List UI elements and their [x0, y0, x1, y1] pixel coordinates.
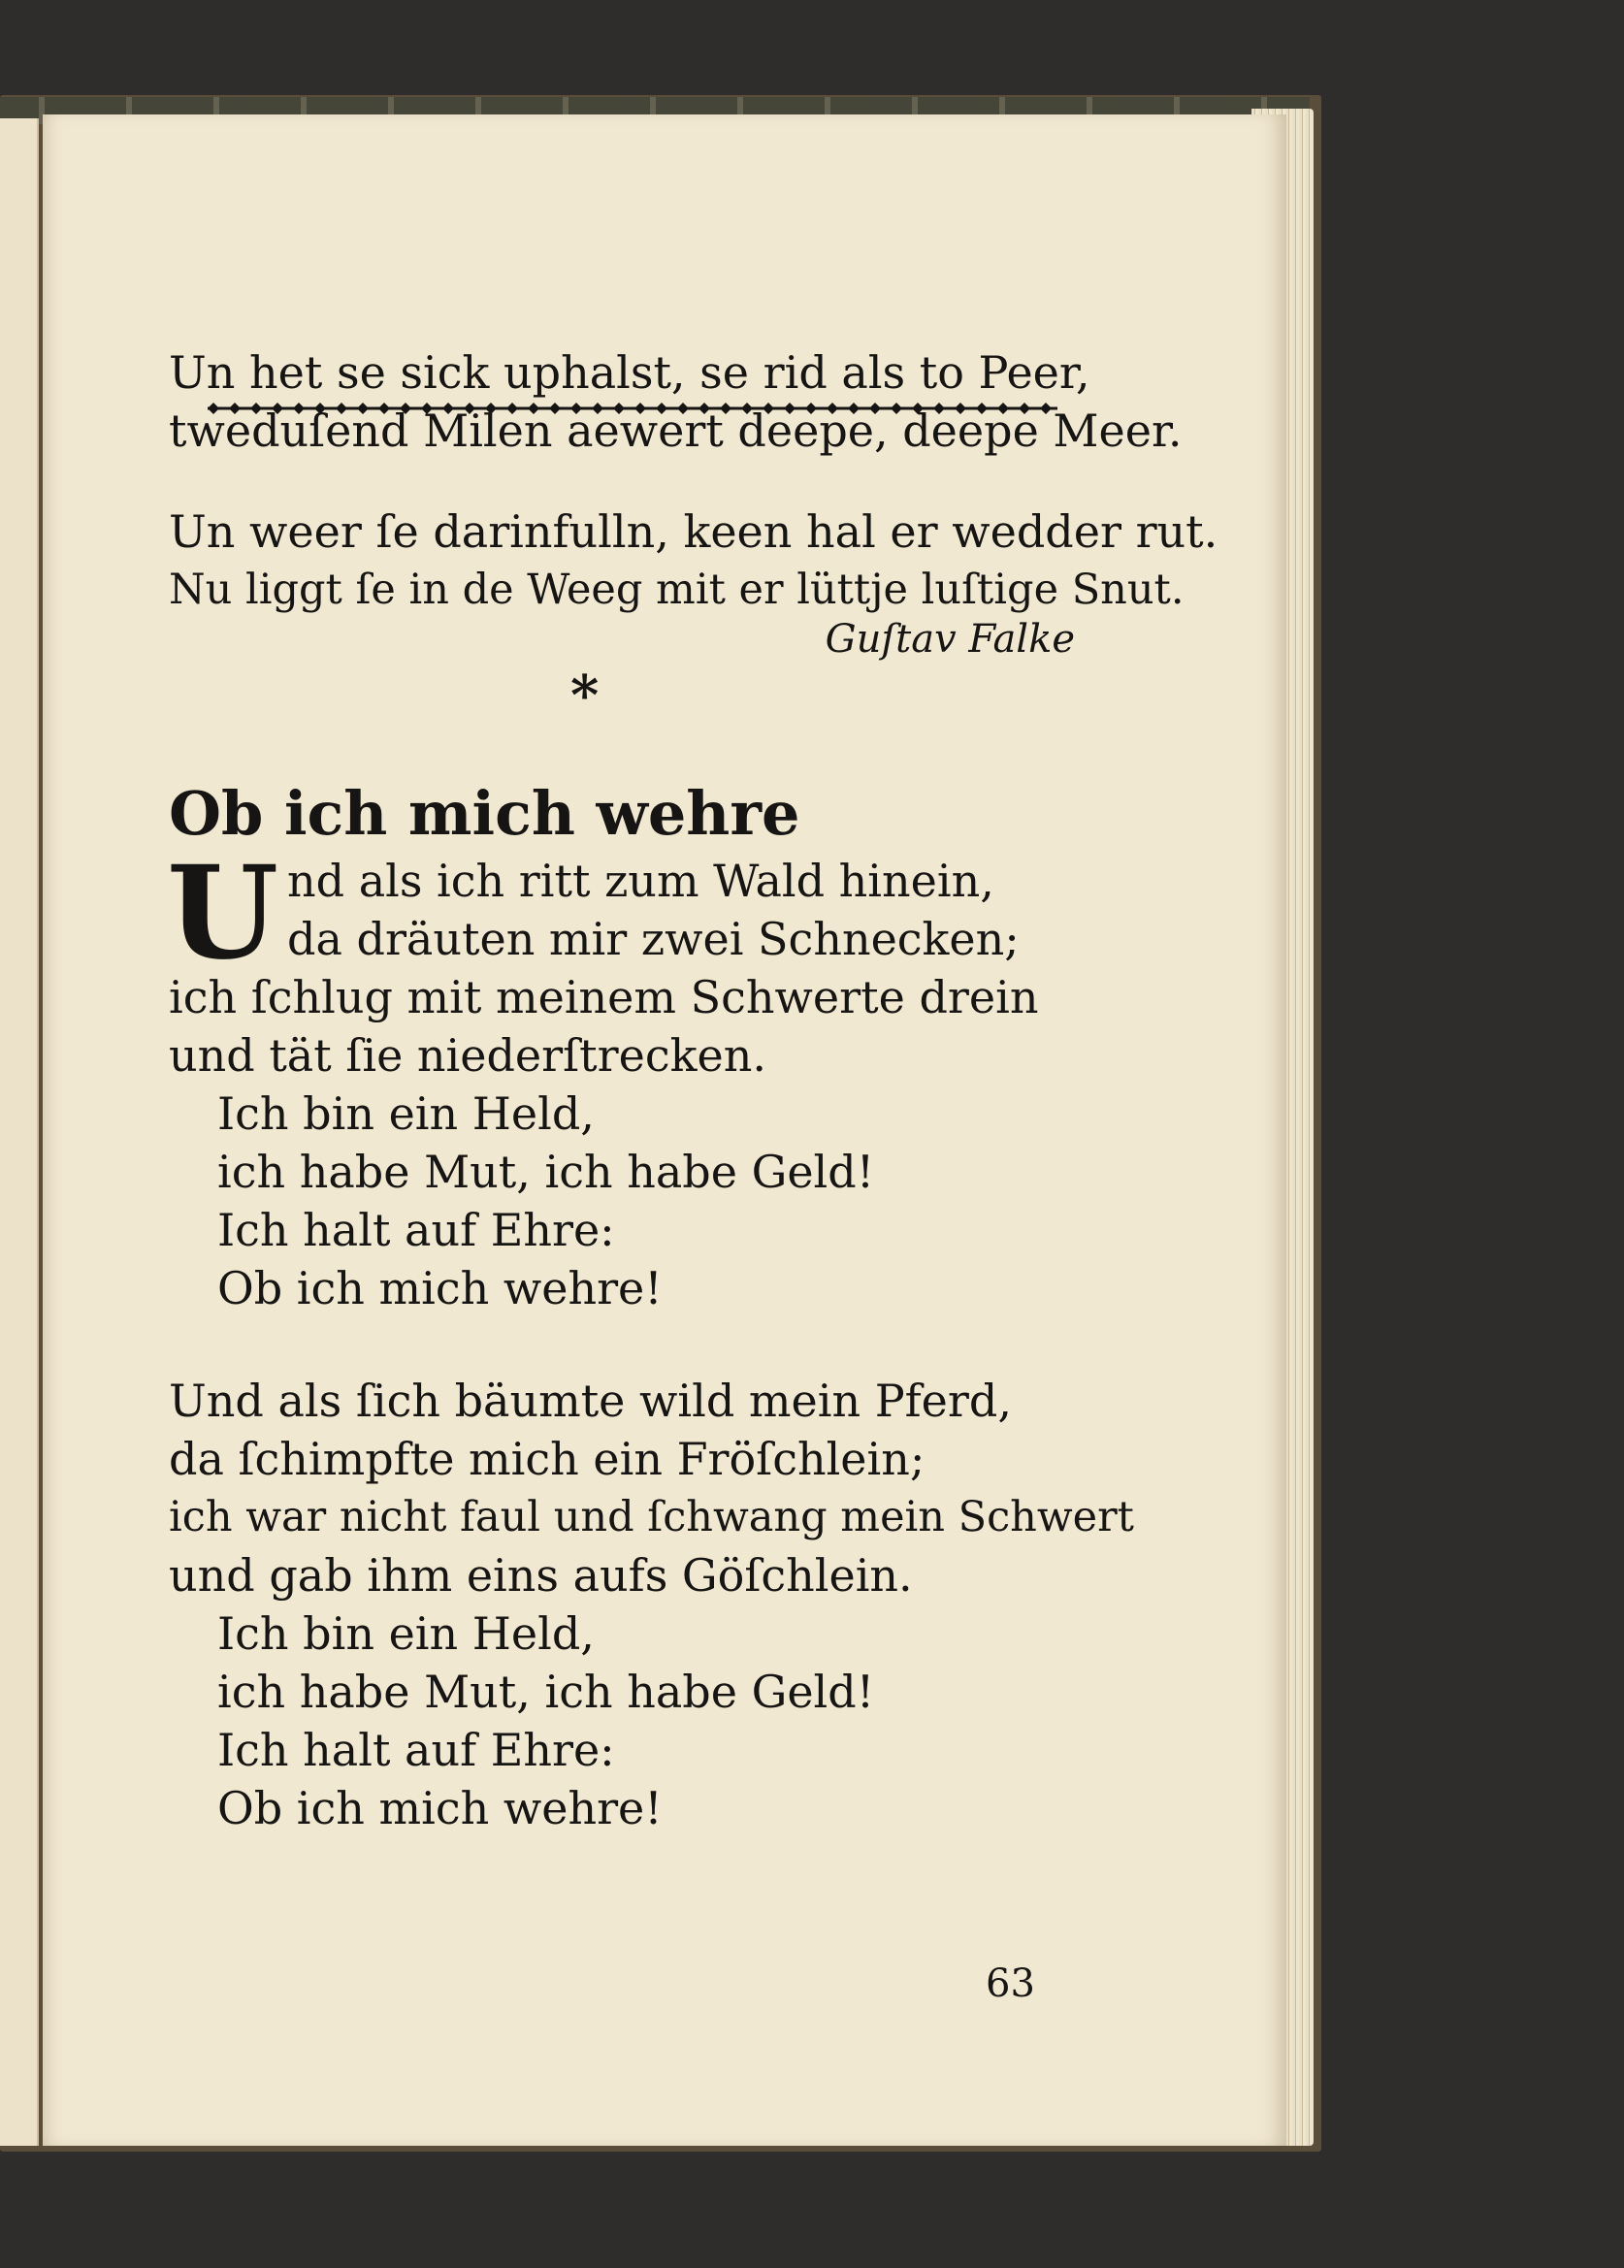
verse-line: und gab ihm eins aufs Göſchlein.	[169, 1549, 913, 1602]
verse-line: ich habe Mut, ich habe Geld!	[217, 1146, 875, 1198]
page-number: 63	[986, 1961, 1035, 2006]
verse-line: da dräuten mir zwei Schnecken;	[287, 913, 1020, 965]
verse-line: und tät ſie niederſtrecken.	[169, 1029, 766, 1082]
verse-line: Nu liggt ſe in de Weeg mit er lüttje luſtige Snut.	[169, 566, 1185, 614]
book-page	[43, 114, 1286, 2146]
verse-line: Und als ſich bäumte wild mein Pferd,	[169, 1375, 1012, 1427]
verse-line: ich habe Mut, ich habe Geld!	[217, 1666, 875, 1718]
verse-line: Ich halt auf Ehre:	[217, 1204, 615, 1256]
drop-cap: U	[167, 838, 279, 988]
verse-line: Ich bin ein Held,	[217, 1607, 595, 1660]
verse-line: Ob ich mich wehre!	[217, 1262, 663, 1314]
previous-page-edge	[0, 118, 39, 2146]
verse-line: Un weer ſe darinfulln, keen hal er wedder rut.	[169, 505, 1218, 558]
verse-line: ich war nicht faul und ſchwang mein Schwert	[169, 1493, 1134, 1541]
verse-line: nd als ich ritt zum Wald hinein,	[287, 855, 994, 907]
verse-line: Ich bin ein Held,	[217, 1087, 595, 1140]
section-separator: *	[570, 664, 600, 728]
verse-line: Ich halt auf Ehre:	[217, 1724, 615, 1776]
poem-author: Guſtav Falke	[825, 617, 1075, 662]
poem-title: Ob ich mich wehre	[169, 778, 800, 849]
verse-line: da ſchimpfte mich ein Fröſchlein;	[169, 1433, 926, 1485]
verse-line: ich ſchlug mit meinem Schwerte drein	[169, 971, 1039, 1023]
verse-line: Ob ich mich wehre!	[217, 1782, 663, 1834]
verse-line: tweduſend Milen aewert deepe, deepe Meer.	[169, 405, 1183, 457]
verse-line: Un het se sick uphalst, se rid als to Peer,	[169, 346, 1090, 399]
